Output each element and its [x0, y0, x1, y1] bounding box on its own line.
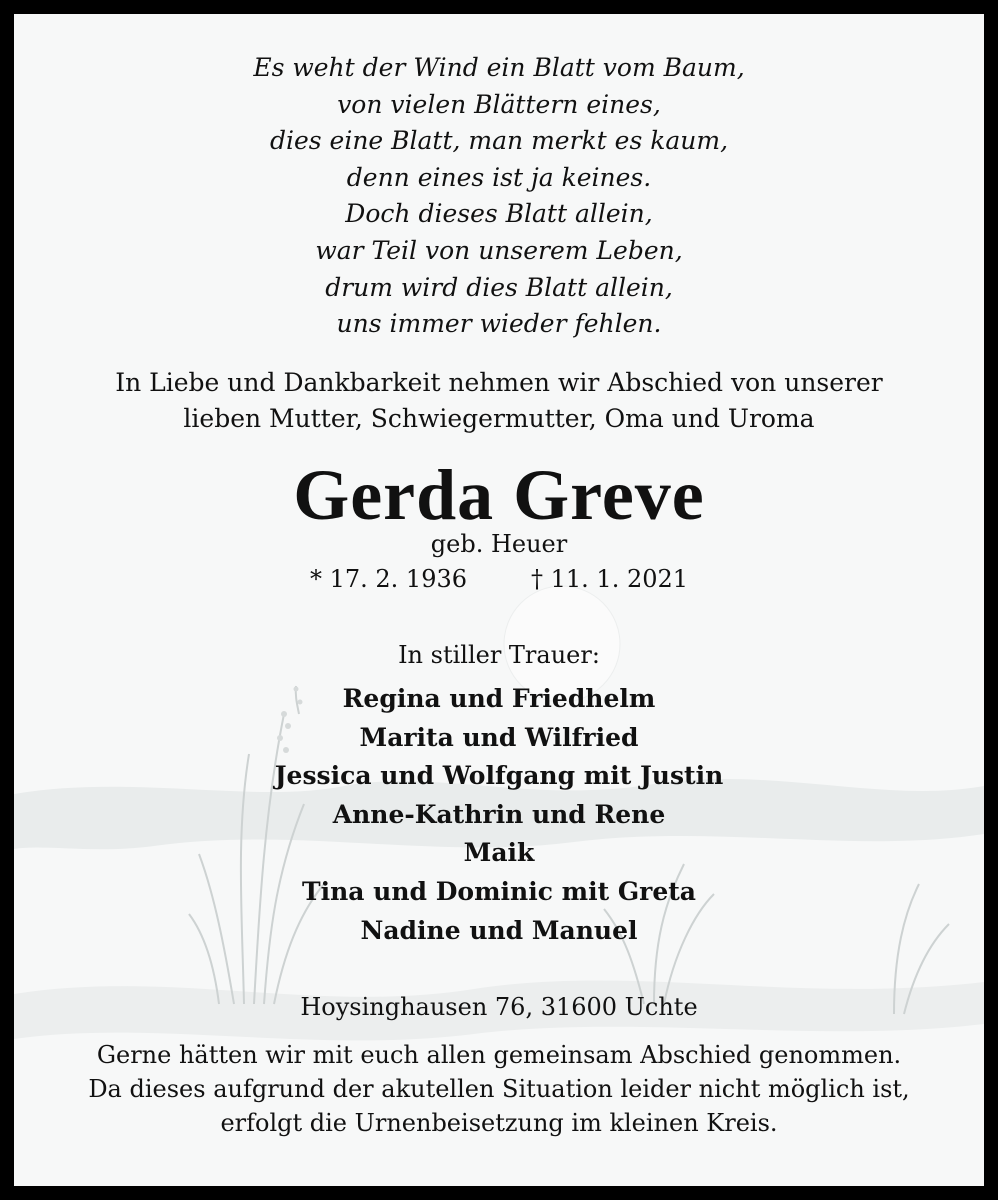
poem-line: war Teil von unserem Leben, [315, 235, 683, 265]
closing-line: Gerne hätten wir mit euch allen gemeinsam Abschied genommen. [96, 1041, 902, 1069]
poem-line: dies eine Blatt, man merkt es kaum, [269, 126, 729, 156]
poem-line: Doch dieses Blatt allein, [345, 199, 653, 229]
mourner: Anne-Kathrin und Rene [332, 799, 666, 829]
closing-note [14, 1038, 984, 1140]
life-dates [14, 562, 984, 596]
mourning-label: In stiller Trauer: [398, 641, 600, 669]
poem [14, 50, 984, 343]
closing-line: erfolgt die Urnenbeisetzung im kleinen Kreis. [220, 1109, 778, 1137]
death-date: † 11. 1. 2021 [531, 565, 689, 593]
poem-line: von vielen Blättern eines, [337, 89, 661, 119]
deceased-name: Gerda Greve [293, 455, 705, 535]
mourner: Nadine und Manuel [360, 915, 638, 945]
family-address: Hoysinghausen 76, 31600 Uchte [300, 993, 698, 1021]
closing-line: Da dieses aufgrund der akutellen Situation leider nicht möglich ist, [88, 1075, 910, 1103]
poem-line: denn eines ist ja keines. [346, 162, 652, 192]
mourner: Maik [463, 838, 535, 868]
intro-line: lieben Mutter, Schwiegermutter, Oma und Uroma [183, 404, 815, 433]
intro-text [14, 365, 984, 437]
mourner: Jessica und Wolfgang mit Justin [274, 761, 724, 791]
mourner: Regina und Friedhelm [342, 684, 656, 713]
mourner: Tina und Dominic mit Greta [302, 876, 696, 906]
intro-line: In Liebe und Dankbarkeit nehmen wir Abschied von unserer [115, 368, 883, 397]
poem-line: drum wird dies Blatt allein, [325, 272, 673, 302]
birth-date: * 17. 2. 1936 [309, 565, 467, 593]
maiden-name: geb. Heuer [430, 530, 568, 558]
poem-line: uns immer wieder fehlen. [336, 309, 662, 339]
poem-line: Es weht der Wind ein Blatt vom Baum, [253, 53, 745, 82]
mourners-list [14, 680, 984, 950]
mourner: Marita und Wilfried [359, 722, 639, 752]
